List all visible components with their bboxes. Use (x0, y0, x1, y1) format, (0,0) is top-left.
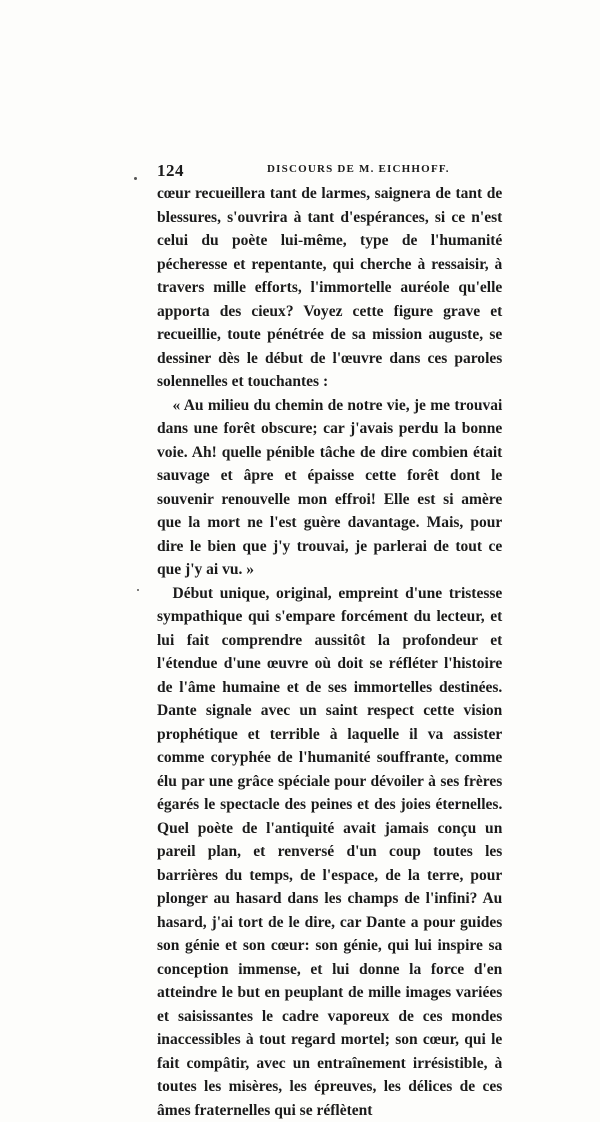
page-header (157, 161, 513, 181)
page-number: 124 (157, 161, 184, 181)
body-text (157, 182, 502, 1122)
running-title: DISCOURS DE M. EICHHOFF. (267, 163, 450, 175)
ink-speck (137, 589, 139, 591)
ink-speck (134, 177, 137, 180)
paragraph-quotation: « Au milieu du chemin de notre vie, je me trouvai dans une forêt obscure; car j'avais perdu la bonne voie. Ah! quelle pénible tâche de dire combien était sauvage et âpre et épaisse cette forêt dont le souvenir renouvelle mon effroi! Elle est si amère que la mort ne l'est guère davantage. Mais, pour dire le bien que j'y trouvai, je parlerai de tout ce que j'y ai vu. » (157, 394, 502, 582)
paragraph-commentary: Début unique, original, empreint d'une tristesse sympathique qui s'empare forcément du lecteur, et lui fait comprendre aussitôt la profondeur et l'étendue d'une œuvre où doit se réfléter l'histoire de l'âme humaine et de ses immortelles destinées. Dante signale avec un saint respect cette vision prophétique et terrible à laquelle il va assister comme coryphée de l'humanité souffrante, comme élu par une grâce spéciale pour dévoiler à ses frères égarés le spectacle des peines et des joies éternelles. Quel poète de l'antiquité avait jamais conçu un pareil plan, et renversé d'un coup toutes les barrières du temps, de l'espace, de la terre, pour plonger au hasard dans les champs de l'infini? Au hasard, j'ai tort de le dire, car Dante a pour guides son génie et son cœur: son génie, qui lui inspire sa conception immense, et lui donne la force d'en atteindre le but en peuplant de mille images variées et saisissantes le cadre vaporeux de ces mondes inaccessibles à tout regard mortel; son cœur, qui le fait compâtir, avec un entraînement irrésistible, à toutes les misères, les épreuves, les délices de ces âmes fraternelles qui se réflètent (157, 582, 502, 1122)
paragraph-continuation: cœur recueillera tant de larmes, saignera de tant de blessures, s'ouvrira à tant d'espérances, si ce n'est celui du poète lui-même, type de l'humanité pécheresse et repentante, qui cherche à ressaisir, à travers mille efforts, l'immortelle auréole qu'elle apporta des cieux? Voyez cette figure grave et recueillie, toute pénétrée de sa mission auguste, se dessiner dès le début de l'œuvre dans ces paroles solennelles et touchantes : (157, 182, 502, 394)
